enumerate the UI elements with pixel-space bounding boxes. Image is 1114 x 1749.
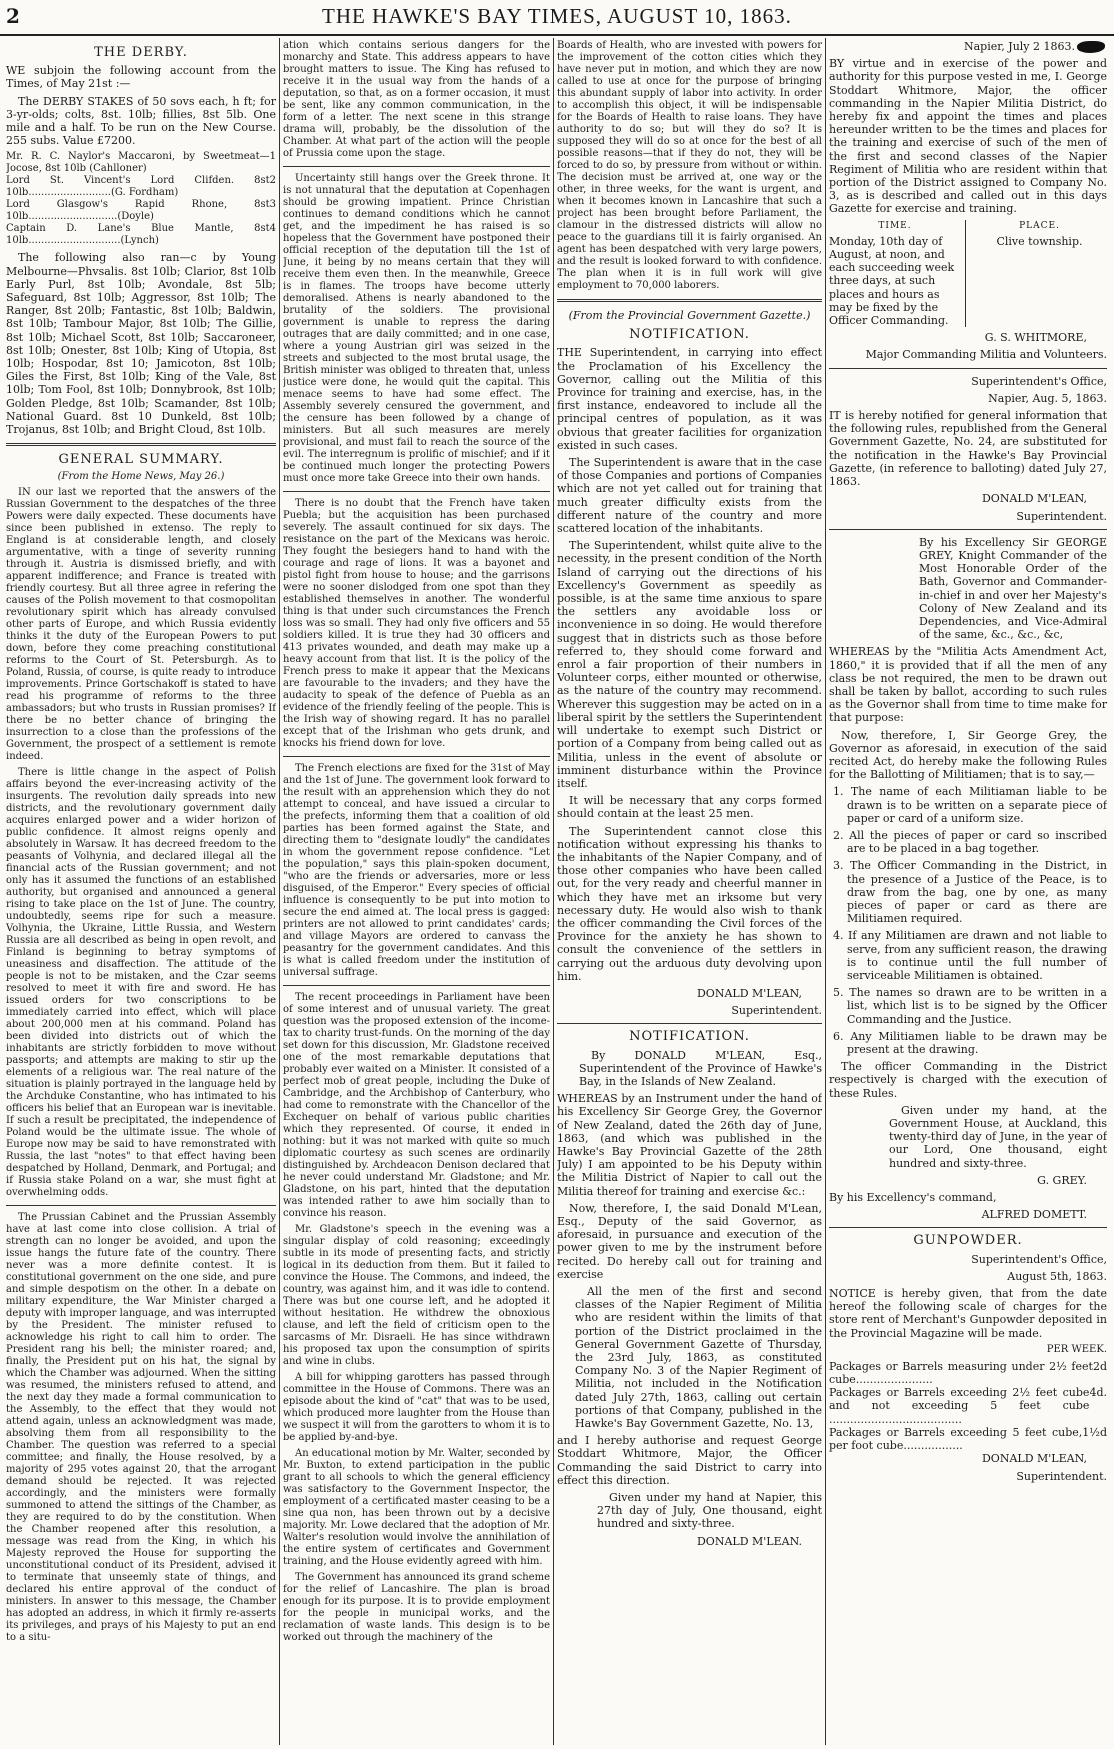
paragraph-divider <box>6 1205 276 1206</box>
price-row: Packages or Barrels measuring under 2½ feet cube...................... 2d <box>829 1359 1107 1387</box>
article-paragraph: An educational motion by Mr. Walter, seconded by Mr. Buxton, to extend participation in the public grant to all schools to which the general efficiency was satisfactory to the Government Inspector, the employment of a certificated master ceasing to be a sine qua non, has been thrown out by a decisive majority. Mr. Lowe declared that the adoption of Mr. Walter's resolution would involve the annihilation of the entire system of certificates and Government training, and the House evidently agreed with him. <box>283 1448 550 1567</box>
section-divider <box>829 368 1107 369</box>
superintendent-title: Superintendent. <box>1016 509 1107 523</box>
paragraph-divider <box>283 756 550 757</box>
masthead <box>0 0 1114 36</box>
price-row: Packages or Barrels exceeding 2½ feet cube and not exceeding 5 feet cube ...................................... 4d. <box>829 1386 1107 1426</box>
derby-result-row: Mr. R. C. Naylor's Maccaroni, by Sweetmeat—Jocose, 8st 10lb (Cahlloner) 1 <box>6 151 276 175</box>
column-3 <box>557 40 822 1745</box>
article-paragraph: ation which contains serious dangers for the monarchy and State. This address appears to have brought matters to issue. The King has refused to receive it in the usual way from the hands of a deputation, so that, as on a former occasion, it must be sent, like any common communication, in the form of a letter. The next scene in this strange drama will, probably, be the dissolution of the Chamber. At what part of the action will the people of Prussia come upon the stage. <box>283 40 550 159</box>
article-paragraph: Uncertainty still hangs over the Greek throne. It is not unnatural that the deputation at Copenhagen should be growing impatient. Prince Christian continues to demand conditions which he cannot get, and the impediment he has raised is so hopeless that the Government have postponed their official reception of the deputation till the 1st of June, it being by no means certain that they will receive them even then. In the meanwhile, Greece is in flames. The troops have become utterly demoralised. Athens is nearly abandoned to the brutality of the soldiers. The provisional government is unable to repress the daring outrages that are daily committed; and in one case, where a young Austrian girl was seized in the streets and subjected to the most brutal usage, the British minister was obliged to threaten that, unless justice were done, he would quit the capital. This menace seems to have had some effect. The Assembly severely censured the government, and the censure has been followed by a change of ministers. But all such measures are merely provisional, and must fail to reach the source of the evil. The interregnum is prolific of mischief; and if it be continued much longer the protecting Powers must once more take Greece into their own hands. <box>283 173 550 484</box>
notification-paragraph: and I hereby authorise and request George Stoddart Whitmore, Major, the Officer Commanding the said District to carry into effect this direction. <box>557 1434 822 1487</box>
notification-paragraph: The Superintendent, whilst quite alive to the necessity, in the present condition of the North Island of carrying out the directions of his Excellency's Government as speedily as possible, is at the same time anxious to spare the settlers any avoidable loss or inconvenience in so doing. He would therefore suggest that in districts such as those before referred to, they should come forward and enrol a fair proportion of their numbers in Volunteer corps, either mounted or otherwise, as the nature of the country may recommend. Wherever this suggestion may be acted on in a liberal spirit by the settlers the Superintendent will undertake to exempt such District or portion of a Company from being called out as Militia, unless in the event of absolute or imminent disturbance within the Province itself. <box>557 539 822 790</box>
time-heading: TIME. <box>878 220 912 231</box>
lancashire-continuation: Boards of Health, who are invested with powers for the improvement of the cotton cities which they have never put in motion, and which they are now called to use at once for the purpose of bringing this abundant supply of labor into activity. In order to accomplish this object, it will be indispensable for the Boards of Health to raise loans. They have authority to do so; but will they do so? It is supposed they will do so at once for the best of all possible reasons—that if they do not, they will be forced to do so, by pressure from without or within. The decision must be arrived at, one way or the other, in three weeks, for the want is urgent, and when it becomes known in Lancashire that such a project has been brought before Parliament, the clamour in the distressed districts will allow no peace to the guardians till it is fairly organised. An agent has been despatched with very large powers, and the result is looked forward to with confidence. The plan when it is in full work will give employment to 70,000 laborers. <box>557 40 822 291</box>
grey-whereas: WHEREAS by the "Militia Acts Amendment Act, 1860," it is provided that if all the men of any class be not required, the men to be drawn out shall be taken by ballot, according to such rules as the Governor shall from time to time make for that purpose: <box>829 645 1107 725</box>
derby-result-row: Captain D. Lane's Blue Mantle, 8st 10lb.............................(Lynch) 4 <box>6 223 276 247</box>
summary-paragraph: The Prussian Cabinet and the Prussian Assembly have at last come into close collision. A trial of strength can no longer be avoided, and upon the issue hangs the future fate of the country. There never was a more definite contest. It is constitutional government on the one side, and pure and simple despotism on the other. In a debate on military expenditure, the War Minister charged a deputy with improper language, and was interrupted by the President. The minister refused to acknowledge his right to call him to order. The President rang his bell; the minister roared; and, finally, the President put on his hat, the signal by which the Chamber was adjourned. When the sitting was resumed, the ministers refused to attend, and the next day they made a formal communication to the Assembly, to the effect that they would not attend again, unless an acknowledgment was made, absolving them from all responsibility to the Chamber. The question was referred to a special committee; and finally, the House resolved, by a majority of 295 votes against 20, that the arrogant demand should be rejected. It was rejected accordingly, and the ministers were formally summoned to attend the sittings of the Chamber, as they are required to do by the constitution. When the Chamber reopened after this resolution, a message was read from the King, in which his Majesty reproved the House for supporting the unconstitutional conduct of its President, advised it to terminate that unseemly state of things, and declared his entire approval of the conduct of ministers. In answer to this message, the Chamber has adopted an address, in which it firmly re-asserts its privileges, and prays of his Majesty to put an end to a situ- <box>6 1212 276 1644</box>
notification-paragraph: The Superintendent cannot close this notification without expressing his thanks to the inhabitants of the Napier Company, and of those other companies who have been called out, for the very ready and cheerful manner in which they have met an irksome but very necessary duty. He would also wish to thank the officer commanding the Civil forces of the Province for the anxiety he has shown to consult the convenience of the settlers in carrying out the arduous duty devolving upon him. <box>557 824 822 983</box>
notification-given: Given under my hand at Napier, this 27th day of July, One thousand, eight hundred and sixty-three. <box>597 1491 822 1531</box>
gunpowder-body: NOTICE is hereby given, that from the date hereof the following scale of charges for the store rent of Merchant's Gunpowder deposited in the Provincial Magazine will be made. <box>829 1287 1107 1340</box>
column-4 <box>829 40 1107 1745</box>
summary-paragraph: IN our last we reported that the answers of the Russian Government to the despatches of the three Powers were daily expected. These documents have since been published in extenso. The reply to England is at considerable length, and closely argumentative, with a tinge of severity running through it. Austria is dismissed briefly, and with apparent indifference; and France is treated with friendly courtesy. But all three agree in refering the causes of the Polish movement to that cosmopolitan revolutionary spirit which has already convulsed other parts of Europe, and which Russia evidently thinks it the duty of the European Powers to put down, before they come preaching constitutional reforms to the Court of St. Petersburgh. As to Poland, Russia, of course, is quite ready to introduce improvements. Prince Gortschakoff is stated to have read his programme of reforms to the three ambassadors; but who trusts in Russian promises? If there be no better chance of bringing the insurrection to a close than the professions of the Government, the prospect of a settlement is remote indeed. <box>6 487 276 763</box>
gunpowder-date: August 5th, 1863. <box>1007 1269 1107 1283</box>
grey-byline: By his Excellency Sir GEORGE GREY, Knight Commander of the Most Honorable Order of the Bath, Governor and Commander-in-chief in and over her Majesty's Colony of New Zealand and its Dependencies, and Vice-Admiral of the same, &c., &c., &c, <box>919 535 1107 642</box>
summary-paragraph: There is little change in the aspect of Polish affairs beyond the ever-increasing activity of the insurgents. The revolution daily spreads into new districts, and the revolutionary government daily acquires enlarged power and a wider horizon of public confidence. It almost reigns openly and absolutely in Warsaw. It has decreed freedom to the peasants of Volhynia, and declared illegal all the financial acts of the Russian government; and not only has it assumed the functions of an established authority, but organised and announced a general rising to take place on the 1st of June. The country, undoubtedly, seems ripe for such a measure. Volhynia, the Ukraine, Little Russia, and Western Russia are all described as being in open revolt, and Finland is beginning to betray symptoms of uneasiness and disaffection. The attitude of the people is not to be mistaken, and the Czar seems resolved to meet it with fire and sword. He has issued orders for two conscriptions to be immediately carried into effect, which will place about 200,000 men at his command. Poland has been divided into districts out of which the inhabitants are strictly forbidden to move without passports; and attempts are making to stir up the elements of a religious war. The real nature of the situation is plainly portrayed in the language held by the Archduke Constantine, who has intimated to his officers his belief that an European war is inevitable. If such a result be precipitated, the independence of Poland would be the ultimate issue. The whole of Europe now may be said to have remonstrated with Russia, the last "notes" to that effect having been despatched by Holland, Denmark, and Portugal; and if Russia stake Poland on a war, she must fight at overwhelming odds. <box>6 767 276 1199</box>
notification-paragraph: All the men of the first and second classes of the Napier Regiment of Militia who are resident within the limits of that portion of the District proclaimed in the General Government Gazette of Thursday, the 23rd July, 1863, as constituted Company No. 3 of the Napier Regiment of Militia, not included in the Notification dated July 27th, 1863, calling out certain portions of that Company, published in the Hawke's Bay Government Gazette, No. 13, <box>575 1285 822 1431</box>
militia-dateline: Napier, July 2 1863. <box>829 40 1107 53</box>
price-row: Packages or Barrels exceeding 5 feet cube, per foot cube................. 1½d <box>829 1425 1107 1453</box>
office-date: Napier, Aug. 5, 1863. <box>988 391 1107 405</box>
time-text: Monday, 10th day of August, at noon, and each succeeding week three days, at such places and hours as may be fixed by the Officer Commanding. <box>829 234 955 328</box>
paragraph-divider <box>283 166 550 167</box>
paragraph-divider <box>283 491 550 492</box>
notification-byline: By DONALD M'LEAN, Esq., Superintendent of the Province of Hawke's Bay, in the Islands of New Zealand. <box>579 1048 822 1088</box>
notification-paragraph: Now, therefore, I, the said Donald M'Lean, Esq., Deputy of the said Governor, as aforesaid, in pursuance and execution of the power given to me by the instrument before recited. Do hereby call out for training and exercise <box>557 1201 822 1281</box>
notification-signature: DONALD M'LEAN, <box>696 986 802 1000</box>
ballot-rule: 3. The Officer Commanding in the District, in the presence of a Justice of the Peace, is to draw from the bag, one by one, as many pieces of paper or card as there are Militiamen required. <box>833 859 1107 926</box>
article-paragraph: The recent proceedings in Parliament have been of some interest and of unusual variety. The great question was the proposed extension of the income-tax to charity trust-funds. On the morning of the day set down for this discussion, Mr. Gladstone received one of the most remarkable deputations that probably ever waited on a Minister. It consisted of a perfect mob of great people, including the Duke of Cambridge, and the Archbishop of Canterbury, who had come to remonstrate with the Chancellor of the Exchequer on behalf of various public charities which they represented. Of course, it ended in nothing: but it was not marked with quite so much diplomatic courtesy as such scenes are ordinarily distinguished by. Archdeacon Denison declared that he never could understand Mr. Gladstone; and Mr. Gladstone, on his part, hinted that the deputation was intended rather to awe him socially than to convince his reason. <box>283 992 550 1219</box>
column-1 <box>6 40 276 1745</box>
superintendent-signature: DONALD M'LEAN, <box>981 492 1087 506</box>
section-divider <box>6 443 276 446</box>
article-paragraph: The Government has announced its grand scheme for the relief of Lancashire. The plan is broad enough for its purpose. It is to provide employment for the people in municipal works, and the reclamation of waste lands. This design is to be worked out through the machinery of the <box>283 1572 550 1643</box>
notification-paragraph: It will be necessary that any corps formed should contain at the least 25 men. <box>557 794 822 821</box>
notification-title: Superintendent. <box>731 1004 822 1018</box>
grey-given: Given under my hand, at the Government House, at Auckland, this twenty-third day of June, in the year of our Lord, One thousand, eight hundred and sixty-three. <box>889 1103 1107 1170</box>
militia-title: Major Commanding Militia and Volunteers. <box>865 348 1107 362</box>
ballot-rule: 6. Any Militiamen liable to be drawn may be present at the drawing. <box>833 1029 1107 1057</box>
column-rule <box>553 38 554 1745</box>
gunpowder-heading: GUNPOWDER. <box>913 1233 1023 1249</box>
ink-blot <box>1077 41 1105 53</box>
militia-signature: G. S. WHITMORE, <box>984 331 1087 345</box>
article-paragraph: The French elections are fixed for the 31st of May and the 1st of June. The government look forward to the result with an apprehension which they do not attempt to conceal, and have issued a circular to the prefects, informing them that a coalition of old parties has been formed against the State, and directing them to "designate loudly" the candidates in whom the government repose confidence. "Let the population," says this plain-spoken document, "who are the friends or adversaries, more or less disguised, of the Emperor." Every species of official influence is consequently to be put into motion to secure the end aimed at. The local press is gagged: printers are not allowed to print candidates' cards; and village Mayors are ordered to canvass the peasantry for the government candidates. And this is what is called freedom under the institution of universal suffrage. <box>283 763 550 978</box>
ballot-rule: 2. All the pieces of paper or card so inscribed are to be placed in a bag together. <box>833 828 1107 856</box>
ballot-rule: 5. The names so drawn are to be written in a list, which list is to be signed by the Officer Commanding and the Justice. <box>833 986 1107 1026</box>
article-paragraph: There is no doubt that the French have taken Puebla; but the acquisition has been purchased severely. The assault continued for six days. The resistance on the part of the Mexicans was heroic. They fought the besiegers hand to hand with the courage and rage of lions. It was a bayonet and pistol fight from house to house; and the garrisons were no sooner dislodged from one spot than they established themselves in another. The wonderful thing is that under such circumstances the French loss was so small. They had only five officers and 55 soldiers killed. It is true they had 30 officers and 413 privates wounded, and death may make up a heavy account from that list. It is the policy of the French press to make it appear that the Mexicans are favourable to the invaders; and they have the audacity to speak of the defence of Puebla as an evidence of the friendly feeling of the people. This is the Irish way of showing regard. It has no parallel except that of the Irishman who gets drunk, and knocks his friend down for love. <box>283 498 550 749</box>
summary-heading: GENERAL SUMMARY. <box>58 452 224 468</box>
notification-paragraph: WHEREAS by an Instrument under the hand of his Excellency Sir George Grey, the Governor of New Zealand, dated the 26th day of June, 1863, (and which was published in the Hawke's Bay Provincial Gazette of the 28th July) I am appointed to be his Deputy within the Militia District of Napier to call out the Militia thereof for training and exercise &c.: <box>557 1092 822 1198</box>
place-heading: PLACE. <box>1019 220 1060 231</box>
notification-heading: NOTIFICATION. <box>629 327 750 343</box>
per-week-label: PER WEEK. <box>1046 1343 1107 1355</box>
derby-intro: WE subjoin the following account from the Times, of May 21st :— <box>6 64 276 91</box>
training-schedule <box>829 220 1107 328</box>
derby-result-row: Lord Glasgow's Rapid Rhone, 8st 10lb............................(Doyle) 3 <box>6 199 276 223</box>
place-text: Clive township. <box>996 234 1083 248</box>
ballot-rule: 4. If any Militiamen are drawn and not liable to serve, from any sufficient reason, the drawing is to continue until the full number of serviceable Militiamen is obtained. <box>833 929 1107 982</box>
notification-signature: DONALD M'LEAN. <box>696 1534 802 1548</box>
office-line: Superintendent's Office, <box>971 374 1107 388</box>
domett-signature: ALFRED DOMETT. <box>981 1208 1087 1222</box>
ballot-rule: 1. The name of each Militiaman liable to be drawn is to be written on a separate piece of paper or card of a uniform size. <box>833 785 1107 825</box>
derby-stakes: The DERBY STAKES of 50 sovs each, h ft; for 3-yr-olds; colts, 8st. 10lb; fillies, 8st 5lb. One mile and a half. To be run on the New Course. 255 subs. Value £7200. <box>6 94 276 148</box>
derby-heading: THE DERBY. <box>94 45 188 60</box>
gunpowder-title: Superintendent. <box>1016 1469 1107 1483</box>
paragraph-divider <box>283 985 550 986</box>
derby-result-row: Lord St. Vincent's Lord Clifden. 8st 10lb..........................(G. Fordham) 2 <box>6 175 276 199</box>
grey-signature: G. GREY. <box>1037 1173 1087 1187</box>
page-number: 2 <box>6 4 20 28</box>
grey-command: By his Excellency's command, <box>829 1191 997 1205</box>
summary-source: (From the Home News, May 26.) <box>57 471 225 483</box>
gunpowder-office: Superintendent's Office, <box>971 1252 1107 1266</box>
article-paragraph: Mr. Gladstone's speech in the evening was a singular display of cold reasoning; exceedingly subtle in its mode of presenting facts, and strictly logical in its deduction from them. But it failed to convince the House. The Commons, and indeed, the country, was against him, and it was idle to contend. There was but one course left, and he adopted it without hesitation. He withdrew the obnoxious clause, and left the field of criticism open to the sarcasms of Mr. Disraeli. He has since withdrawn his proposed tax upon the consumption of spirits and wine in clubs. <box>283 1224 550 1367</box>
notification-heading: NOTIFICATION. <box>629 1029 750 1045</box>
grey-closing: The officer Commanding in the District respectively is charged with the execution of these Rules. <box>829 1060 1107 1100</box>
section-divider <box>829 1227 1107 1228</box>
section-divider <box>557 299 822 302</box>
article-paragraph: A bill for whipping garotters has passed through committee in the House of Commons. There was an episode about the kind of "cat" that was to be used, which produced more laughter from the House than we suspect it will from the garotters to whom it is to be applied by-and-bye. <box>283 1372 550 1443</box>
newspaper-title: THE HAWKE'S BAY TIMES, AUGUST 10, 1863. <box>322 4 792 28</box>
gunpowder-signature: DONALD M'LEAN, <box>981 1452 1087 1466</box>
section-divider <box>557 1023 822 1024</box>
gazette-source: (From the Provincial Government Gazette.) <box>568 309 811 322</box>
grey-now: Now, therefore, I, Sir George Grey, the Governor as aforesaid, in execution of the said recited Act, do hereby make the following Rules for the Ballotting of Militiamen; that is to say,— <box>829 728 1107 782</box>
section-divider <box>829 529 1107 530</box>
column-rule <box>279 38 280 1745</box>
column-rule <box>825 38 826 1745</box>
superintendent-body: IT is hereby notified for general information that the following rules, republished from the General Government Gazette, No. 24, are substituted for the notification in the Hawke's Bay Provincial Gazette, (in reference to balloting) dated July 27, 1863. <box>829 409 1107 489</box>
notification-paragraph: THE Superintendent, in carrying into effect the Proclamation of his Excellency the Governor, calling out the Militia of this Province for training and exercise, has, in the first instance, endeavored to include all the principal centres of population, as it was obvious that greater facilities for organization existed in such cases. <box>557 346 822 452</box>
derby-results <box>6 151 276 247</box>
militia-body: BY virtue and in exercise of the power and authority for this purpose vested in me, I. George Stoddart Whitmore, Major, the officer commanding in the Napier Militia District, do hereby fix and appoint the times and places hereunder written to be the times and places for the training and exercise of such of the men of the first and second classes of the Napier Regiment of Militia who are resident within that portion of the District assigned to Company No. 3, as is described and called out in this days Gazette for exercise and training. <box>829 57 1107 216</box>
notification-paragraph: The Superintendent is aware that in the case of those Companies and portions of Companies which are not yet called out for training that much greater difficulty exists from the different nature of the country and more scattered location of the inhabitants. <box>557 456 822 536</box>
column-2 <box>283 40 550 1745</box>
derby-also-ran: The following also ran—c by Young Melbourne—Phvsalis. 8st 10lb; Clarior, 8st 10lb Early Purl, 8st 10lb; Avondale, 8st 5lb; Safeguard, 8st 10lb; Aggressor, 8st 10lb; The Ranger, 8st 20lb; Fantastic, 8st 10lb; Baldwin, 8st 10lb; Tambour Major, 8st 10lb; The Gillie, 8st 10lb; Michael Scott, 8st 10lb; Saccaroneer, 8st 10lb; Onester, 8st 10lb; King of Utopia, 8st 10lb; Hospodar, 8st 10; Jamicoton, 8st 10lb; Giles the First, 8st 10lb; King of the Vale, 8st 10lb; Tom Fool, 8st 10lb; Donnybrook, 8st 10lb; Golden Pledge, 8st 10lb; Scamander, 8st 10lb; National Guard. 8st 10 Dunkeld, 8st 10lb; Trojanus, 8st 10lb; and Bright Cloud, 8st 10lb. <box>6 251 276 437</box>
